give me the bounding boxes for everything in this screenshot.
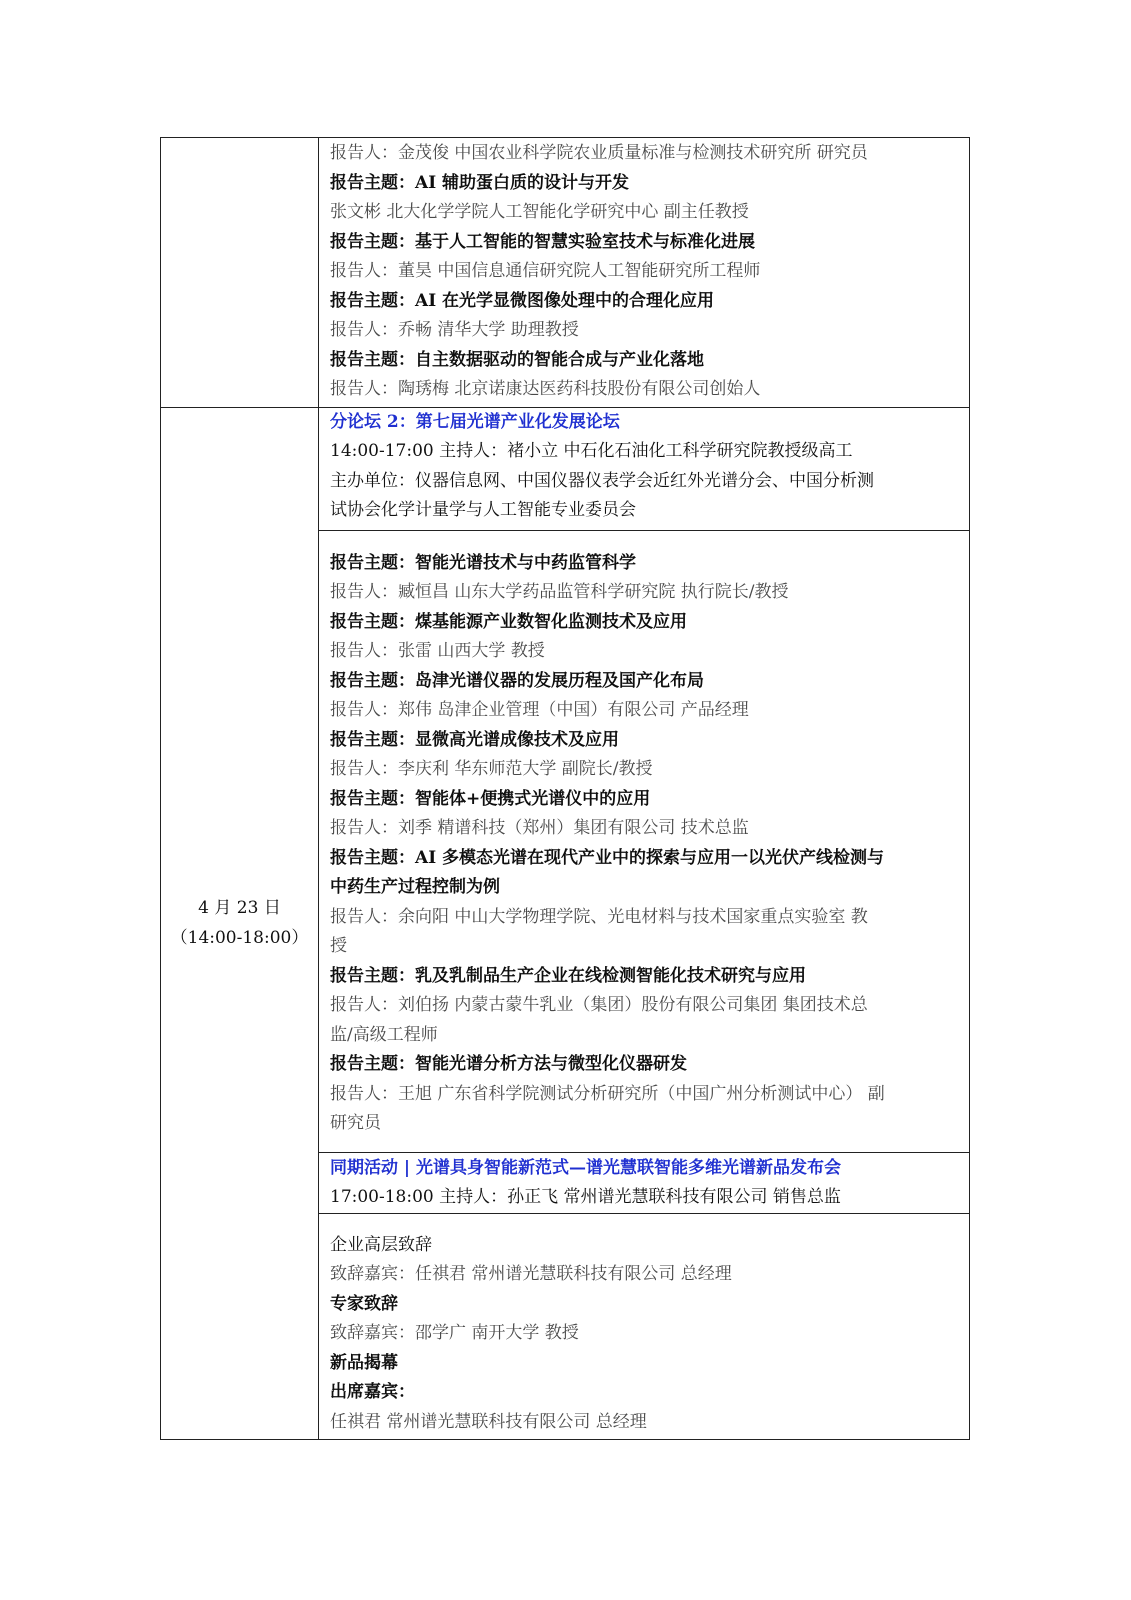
info-line: 主办单位：仪器信息网、中国仪器仪表学会近红外光谱分会、中国分析测	[330, 470, 874, 491]
info-line: 试协会化学计量学与人工智能专业委员会	[330, 500, 636, 520]
speaker-line: 报告人：乔畅 清华大学 助理教授	[330, 320, 579, 340]
info-line: 企业高层致辞	[330, 1234, 432, 1255]
speaker-line: 致辞嘉宾：任祺君 常州谱光慧联科技有限公司 总经理	[330, 1264, 732, 1284]
speaker-line: 张文彬 北大化学学院人工智能化学研究中心 副主任教授	[330, 202, 749, 222]
topic-line: 报告主题：AI 多模态光谱在现代产业中的探索与应用一以光伏产线检测与	[330, 847, 885, 868]
speaker-line: 报告人：刘伯扬 内蒙古蒙牛乳业（集团）股份有限公司集团 集团技术总	[330, 995, 868, 1015]
section-title: 分论坛 2：第七届光谱产业化发展论坛	[330, 411, 620, 432]
speaker-line: 任祺君 常州谱光慧联科技有限公司 总经理	[330, 1411, 647, 1432]
topic-line: 报告主题：智能光谱技术与中药监管科学	[330, 552, 636, 573]
topic-line: 报告主题：乳及乳制品生产企业在线检测智能化技术研究与应用	[330, 965, 806, 986]
event-header-cell	[319, 1152, 970, 1213]
speaker-line: 监/高级工程师	[330, 1024, 438, 1045]
topic-line: 报告主题：智能光谱分析方法与微型化仪器研发	[330, 1054, 687, 1074]
speaker-line: 报告人：李庆利 华东师范大学 副院长/教授	[330, 759, 653, 779]
forum-header-cell	[319, 407, 970, 530]
topic-line: 报告主题：基于人工智能的智慧实验室技术与标准化进展	[330, 231, 755, 252]
topic-line: 出席嘉宾：	[330, 1382, 415, 1402]
topic-line: 中药生产过程控制为例	[330, 877, 500, 897]
table-row	[161, 138, 970, 408]
time-range-label: （14:00-18:00）	[170, 928, 309, 949]
info-line: 14:00-17:00 主持人：褚小立 中石化石油化工科学研究院教授级高工	[330, 441, 853, 461]
topic-line: 报告主题：智能体+便携式光谱仪中的应用	[330, 788, 651, 809]
speaker-line: 报告人：余向阳 中山大学物理学院、光电材料与技术国家重点实验室 教	[330, 906, 868, 927]
topic-line: 报告主题：显微高光谱成像技术及应用	[330, 729, 619, 750]
topic-line: 报告主题：岛津光谱仪器的发展历程及国产化布局	[330, 670, 704, 691]
speaker-line: 报告人：刘季 精谱科技（郑州）集团有限公司 技术总监	[330, 818, 749, 838]
info-line: 17:00-18:00 主持人：孙正飞 常州谱光慧联科技有限公司 销售总监	[330, 1187, 841, 1207]
table-row	[161, 407, 970, 530]
topic-line: 报告主题：AI 辅助蛋白质的设计与开发	[330, 172, 630, 193]
speaker-line: 报告人：董昊 中国信息通信研究院人工智能研究所工程师	[330, 261, 761, 281]
empty-date-cell	[161, 138, 319, 408]
topic-line: 报告主题：自主数据驱动的智能合成与产业化落地	[330, 349, 704, 370]
speaker-line: 致辞嘉宾：邵学广 南开大学 教授	[330, 1323, 579, 1343]
topic-line: 专家致辞	[330, 1293, 398, 1314]
speaker-line: 授	[330, 936, 347, 956]
topic-line: 新品揭幕	[330, 1352, 398, 1373]
session-cell	[319, 138, 970, 408]
session-cell	[319, 530, 970, 1152]
section-title: 同期活动 | 光谱具身智能新范式—谱光慧联智能多维光谱新品发布会	[330, 1157, 842, 1178]
topic-line: 报告主题：煤基能源产业数智化监测技术及应用	[330, 611, 687, 632]
speaker-line: 报告人：臧恒昌 山东大学药品监管科学研究院 执行院长/教授	[330, 582, 789, 602]
topic-line: 报告主题：AI 在光学显微图像处理中的合理化应用	[330, 290, 715, 311]
speaker-line: 报告人：王旭 广东省科学院测试分析研究所（中国广州分析测试中心） 副	[330, 1083, 885, 1104]
speaker-line: 报告人：金茂俊 中国农业科学院农业质量标准与检测技术研究所 研究员	[330, 143, 868, 163]
speaker-line: 报告人：张雷 山西大学 教授	[330, 641, 545, 661]
speaker-line: 报告人：郑伟 岛津企业管理（中国）有限公司 产品经理	[330, 700, 749, 720]
schedule-table	[160, 137, 970, 1440]
session-cell	[319, 1213, 970, 1440]
date-cell	[161, 407, 319, 1440]
speaker-line: 报告人：陶琇梅 北京诺康达医药科技股份有限公司创始人	[330, 379, 761, 399]
date-label: 4 月 23 日	[198, 898, 281, 919]
speaker-line: 研究员	[330, 1113, 381, 1133]
